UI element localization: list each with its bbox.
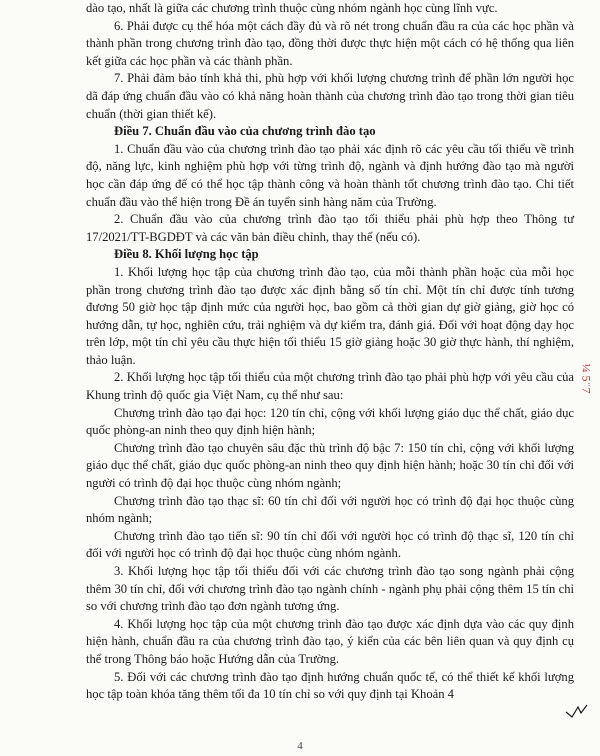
paragraph-13: Chương trình đào tạo tiến sĩ: 90 tín chỉ đối với người học có trình độ thạc sĩ, 120 tín chỉ đối với người học có trình độ đại học thuộc cùng nhóm ngành.	[86, 528, 574, 561]
section-heading-7: Điều 7. Chuẩn đầu vào của chương trình đào tạo	[114, 124, 376, 139]
paragraph-10: Chương trình đào tạo đại học: 120 tín chỉ, cộng với khối lượng giáo dục thể chất, giáo dục quốc phòng-an ninh theo quy định hiện hành;	[86, 405, 574, 438]
paragraph-14: 3. Khối lượng học tập tối thiểu đối với các chương trình đào tạo song ngành phải cộng thêm 30 tín chỉ, đối với chương trình đào tạo ngành chính - ngành phụ phải cộng thêm 15 tín chỉ so với chương trình đào tạo đơn ngành tương ứng.	[86, 564, 574, 614]
paragraph-8: 1. Khối lượng học tập của chương trình đào tạo, của mỗi thành phần hoặc của mỗi học phần trong chương trình đào tạo được xác định bằng số tín chỉ. Một tín chỉ được tính tương đương 50 giờ học tập định mức của người học, bao gồm cả thời gian dự giờ giảng, giờ học có hướng dẫn, tự học, nghiên cứu, trải nghiệm và dự kiểm tra, đánh giá. Đối với hoạt động dạy học trên lớp, một tín chỉ yêu cầu thực hiện tối thiểu 15 giờ giảng hoặc 30 giờ thực hành, thí nghiệm, thảo luận.	[86, 264, 574, 367]
section-heading-8: Điều 8. Khối lượng học tập	[114, 247, 259, 262]
margin-annotation-text: ¼ 5 ̈ 7	[579, 363, 594, 394]
paragraph-3: 7. Phải đảm bảo tính khả thi, phù hợp với khối lượng chương trình để phần lớn người học dã đáp ứng chuẩn đầu vào có khả năng hoàn thành của chương trình đào tạo trong thời gian tiêu chuẩn (thời gian thiết kế).	[86, 71, 574, 121]
paragraph-16: 5. Đối với các chương trình đào tạo định hướng chuẩn quốc tế, có thể thiết kế khối lượng học tập toàn khóa tăng thêm tối đa 10 tín chỉ so với quy định tại Khoản 4	[86, 669, 574, 702]
margin-annotation	[578, 330, 594, 450]
paragraph-9: 2. Khối lượng học tập tối thiểu của một chương trình đào tạo phải phù hợp với yêu cầu của Khung trình độ quốc gia Việt Nam, cụ thể như sau:	[86, 370, 574, 403]
paragraph-12: Chương trình đào tạo thạc sĩ: 60 tín chỉ đối với người học có trình độ đại học thuộc cùng nhóm ngành;	[86, 493, 574, 526]
paragraph-5: 1. Chuẩn đầu vào của chương trình đào tạo phải xác định rõ các yêu cầu tối thiểu về trình độ, năng lực, kinh nghiệm phù hợp với từng trình độ, ngành và định hướng đào tạo mà người học cần đáp ứng để có thể học tập thành công và hoàn thành tốt chương trình đào tạo. Chi tiết chuẩn đầu vào thể hiện trong Đề án tuyển sinh hàng năm của Trường.	[86, 141, 574, 209]
paragraph-11: Chương trình đào tạo chuyên sâu đặc thù trình độ bậc 7: 150 tín chỉ, cộng với khối lượng giáo dục thể chất, giáo dục quốc phòng-an ninh theo quy định hiện hành; hoặc 30 tín chỉ đối với người có trình độ đại học thuộc cùng nhóm ngành;	[86, 440, 574, 491]
page-number: 4	[297, 740, 303, 752]
paragraph-1: dào tạo, nhất là giữa các chương trình thuộc cùng nhóm ngành học cùng lĩnh vực.	[86, 1, 498, 15]
document-page	[86, 0, 574, 704]
paragraph-6: 2. Chuẩn đầu vào của chương trình đào tạo tối thiểu phải phù hợp theo Thông tư 17/2021/TT-BGDĐT và các văn bản điều chỉnh, thay thế (nếu có).	[86, 212, 574, 244]
checkmark-icon	[565, 704, 589, 718]
paragraph-2: 6. Phải được cụ thể hóa một cách đầy đủ và rõ nét trong chuẩn đầu ra của các học phần và thành phần trong chương trình đào tạo, đồng thời được thực hiện một cách có hệ thống qua liên kết giữa các học phần và các thành phần.	[86, 18, 574, 68]
paragraph-15: 4. Khối lượng học tập của một chương trình đào tạo được xác định dựa vào các quy định hiện hành, chuẩn đầu ra của chương trình đào tạo, ý kiến của các bên liên quan và quy định cụ thể trong Thông báo hoặc Hướng dẫn của Trường.	[86, 616, 574, 666]
